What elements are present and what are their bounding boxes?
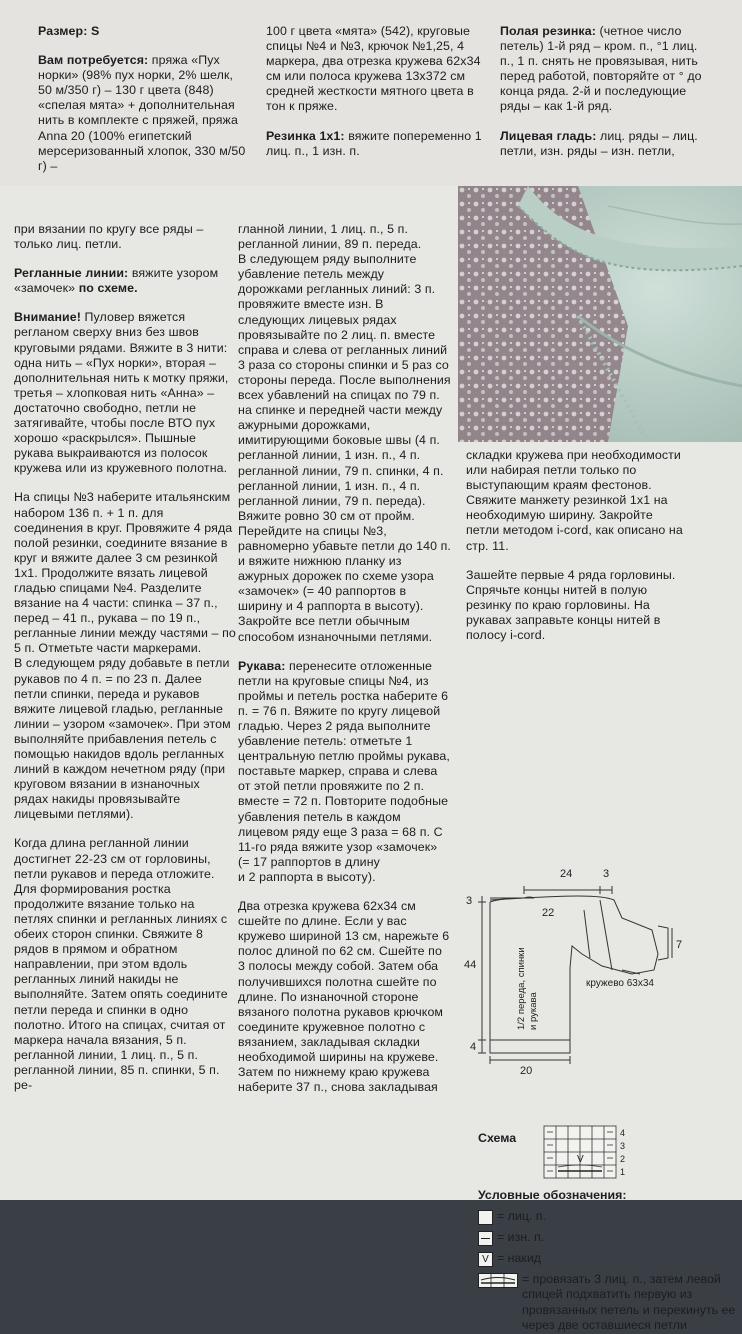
side-label: 1/2 переда, спинки — [516, 947, 527, 1030]
knit-icon — [478, 1210, 493, 1225]
raglan-label: Регланные линии: — [14, 266, 129, 281]
cable-stitch-icon — [478, 1273, 518, 1288]
legend-cable-text: = провязать 3 лиц. п., затем левой спицей подхватить первую из провязанных петель и перекинуть ее через две оставшиеся петли — [522, 1271, 736, 1332]
col2-paragraph-1: гланной линии, 1 лиц. п., 5 п. регланной линии, 89 п. переда. В следующем ряду выполните убавление петель между дорожками регланных линий: 3 п. провяжите вместе изн. В следующих лицевых рядах провязывайте по 2 лиц. п. вместе справа и слева от регланных линий 3 раза со стороны спинки и 5 раз со стороны переда. После выполнения всех убавлений на спицах по 79 п. на спинке и передней части между ажурными дорожками, имитирующими боковые швы (4 п. регланной линии, 1 изн. п., 4 п. регланной линии, 79 п. спинки, 4 п. регланной линии, 1 изн. п., 4 п. регланной линии, 79 п. переда). Вяжите ровно 30 см от пройм. Перейдите на спицы №3, равномерно убавьте петли до 140 п. и вяжите нижнюю планку из ажурных дорожек по схеме узора «замочек» (= 40 раппортов в ширину и 4 раппорта в высоту). Закройте все петли обычным способом изнаночными петлями. — [238, 222, 451, 644]
side-label-2: и рукава — [528, 992, 539, 1030]
size-label: Размер: S — [38, 24, 100, 38]
stockinette-label: Лицевая гладь: — [500, 128, 597, 143]
sweater-photo — [458, 186, 742, 442]
legend-title: Условные обозначения: — [478, 1188, 627, 1202]
dim-4: 4 — [470, 1041, 477, 1053]
sleeves-text: перенесите отложенные петли на круговые спицы №4, из проймы и петель ростка наберите 6 п. = 76 п. Вяжите по кругу лицевой гладью. Через 2 ряда выполните убавление петель: отметьте 1 центральную петлю проймы рукава, поставьте маркер, справа и слева от этой петли провяжите по 2 п. вместе = 72 п. Повторите подобные убавления петель в каждом лицевом ряду еще 3 раза = 68 п. С 11-го ряда вяжите узор «замочек» (= 17 раппортов в длину и 2 раппорта в высоту). — [238, 658, 450, 884]
top-text-section — [0, 0, 742, 186]
top-column-2 — [266, 24, 482, 159]
legend-yo-text: = накид — [497, 1250, 541, 1265]
raglan-text: вяжите узором «замочек» — [14, 266, 219, 296]
row-2: 2 — [620, 1154, 626, 1164]
dim-44: 44 — [464, 959, 477, 971]
legend-knit — [478, 1209, 740, 1225]
lace-label: кружево 63х34 — [586, 978, 654, 989]
col3-paragraph-2: Зашейте первые 4 ряда горловины. Спрячьте концы нитей в полую резинку по краю горловины. На рукавах заправьте концы нитей в полосу i-cord. — [466, 567, 676, 643]
attention-label: Внимание! — [14, 310, 81, 325]
rib-text: вяжите попеременно 1 лиц. п., 1 изн. п. — [266, 128, 482, 158]
dim-3-left: 3 — [466, 895, 473, 907]
knitting-chart — [478, 1114, 628, 1184]
col1-paragraph-4: На спицы №3 наберите итальянским набором 136 п. + 1 п. для соединения в круг. Провяжите 4 ряда полой резинки, соедините вязание в круг и вяжите далее 3 см резинкой 1х1. Продолжите вязать лицевой гладью спицами №4. Разделите вязание на 4 части: спинка – 37 п., перед – 41 п., рукава – по 19 п., регланные линии между частями – по 5 п. Отметьте части маркерами. В следующем ряду добавьте в петли рукавов по 4 п. = по 23 п. Далее петли спинки, переда и рукавов вяжите лицевой гладью, регланные линии – узором «замочек». При этом выполняйте прибавления петель с помощью накидов вдоль регланных линий в каждом нечетном ряду (при круговом вязании в изнаночных рядах накиды провязывайте лицевыми петлями). — [14, 490, 236, 822]
purl-icon — [478, 1231, 493, 1246]
half-rib-text: (четное число петель) 1-й ряд – кром. п., °1 лиц. п., 1 п. снять не провязывая, нить перед работой, повторяйте от ° до конца ряда. 2-й и последующие ряды – как 1-й ряд. — [500, 24, 702, 114]
dim-24: 24 — [560, 868, 573, 880]
legend-knit-text: = лиц. п. — [497, 1208, 546, 1223]
legend-yo — [478, 1251, 740, 1267]
yarn-over-icon: V — [478, 1252, 493, 1267]
bottom-page — [0, 186, 742, 1332]
stockinette-text: лиц. ряды – лиц. петли, изн. ряды – изн. петли, — [500, 128, 698, 158]
pattern-diagram — [462, 858, 702, 1088]
dim-20: 20 — [520, 1065, 533, 1077]
bottom-column-1 — [14, 222, 236, 1093]
col3-paragraph-1: складки кружева при необходимости или набирая петли только по выступающим краям фестонов. Свяжите манжету резинкой 1х1 на необходимую ширину. Закройте петли методом i-cord, как описано на стр. 11. — [466, 448, 683, 553]
legend-purl — [478, 1230, 740, 1246]
top-column-3 — [500, 24, 714, 159]
materials-continued: 100 г цвета «мята» (542), круговые спицы №4 и №3, крючок №1,25, 4 маркера, два отрезка кружева 62х34 см или полоса кружева 13х372 см средней жесткости мятного цвета в тон к пряже. — [266, 24, 481, 114]
half-rib-label: Полая резинка: — [500, 24, 596, 38]
pattern-diagram-svg — [462, 858, 702, 1088]
legend — [478, 1188, 740, 1334]
bottom-column-2 — [238, 222, 452, 1095]
legend-purl-text: = изн. п. — [497, 1229, 545, 1244]
row-1: 1 — [620, 1167, 626, 1177]
row-3: 3 — [620, 1141, 626, 1151]
sleeves-label: Рукава: — [238, 658, 286, 673]
col2-paragraph-3: Два отрезка кружева 62х34 см сшейте по длине. Если у вас кружево шириной 13 см, нарежьте 6 полос длиной по 62 см. Сшейте по 3 полосы между собой. Затем оба получившихся полотна сшейте по длине. По изнаночной стороне вязаного полотна рукавов крючком соедините кружевное полотно с вязанием, закладывая складки необходимой ширины на кружеве. Затем по нижнему краю кружева наберите 37 п., снова закладывая — [238, 899, 450, 1095]
dim-22: 22 — [542, 907, 555, 919]
needs-label: Вам потребуется: — [38, 53, 149, 68]
col1-paragraph-1: при вязании по кругу все ряды – только лиц. петли. — [14, 222, 204, 252]
schema-label: Схема — [478, 1131, 517, 1145]
top-column-1 — [38, 24, 248, 174]
col1-paragraph-5: Когда длина регланной линии достигнет 22-23 см от горловины, петли рукавов и переда отложите. Для формирования ростка продолжите вязание только на петлях спинки и регланных линиях с обеих сторон спинки. Свяжите 8 рядов в прямом и обратном направлении, при этом вдоль регланных линий накиды не выполняйте. Затем опять соедините петли переда и спинки в одно полотно. Итого на спицах, считая от маркера начала вязания, 5 п. регланной линии, 1 лиц. п., 5 п. регланной линии, 85 п. спинки, 5 п. ре- — [14, 836, 228, 1092]
bottom-column-3 — [466, 448, 688, 643]
legend-cable — [478, 1272, 740, 1334]
dim-3-top: 3 — [603, 868, 610, 880]
needs-text: пряжа «Пух норки» (98% пух норки, 2% шелк, 50 м/350 г) – 130 г цвета (848) «спелая мята» + дополнительная нить в комплекте с пряжей, пряжа Anna 20 (100% египетский мерсеризованный хлопок, 330 м/50 г) – — [38, 53, 246, 173]
sweater-photo-image — [458, 186, 742, 442]
row-4: 4 — [620, 1128, 626, 1138]
attention-text: Пуловер вяжется регланом сверху вниз без швов круговыми рядами. Вяжите в 3 нити: одна нить – «Пух норки», вторая – дополнительная нить к мотку пряжи, третья – хлопковая нить «Анна» – достаточно свободно, петли не затягивайте, чтобы после ВТО пух хорошо «раскрылся». Пышные рукава выкраиваются из полосок кружева или из кружевного полотна. — [14, 310, 229, 476]
dim-7: 7 — [676, 939, 683, 951]
rib-label: Резинка 1х1: — [266, 128, 345, 143]
knitting-chart-svg — [478, 1114, 628, 1184]
svg-text:V: V — [577, 1154, 584, 1165]
raglan-bold-end: по схеме. — [78, 281, 138, 296]
